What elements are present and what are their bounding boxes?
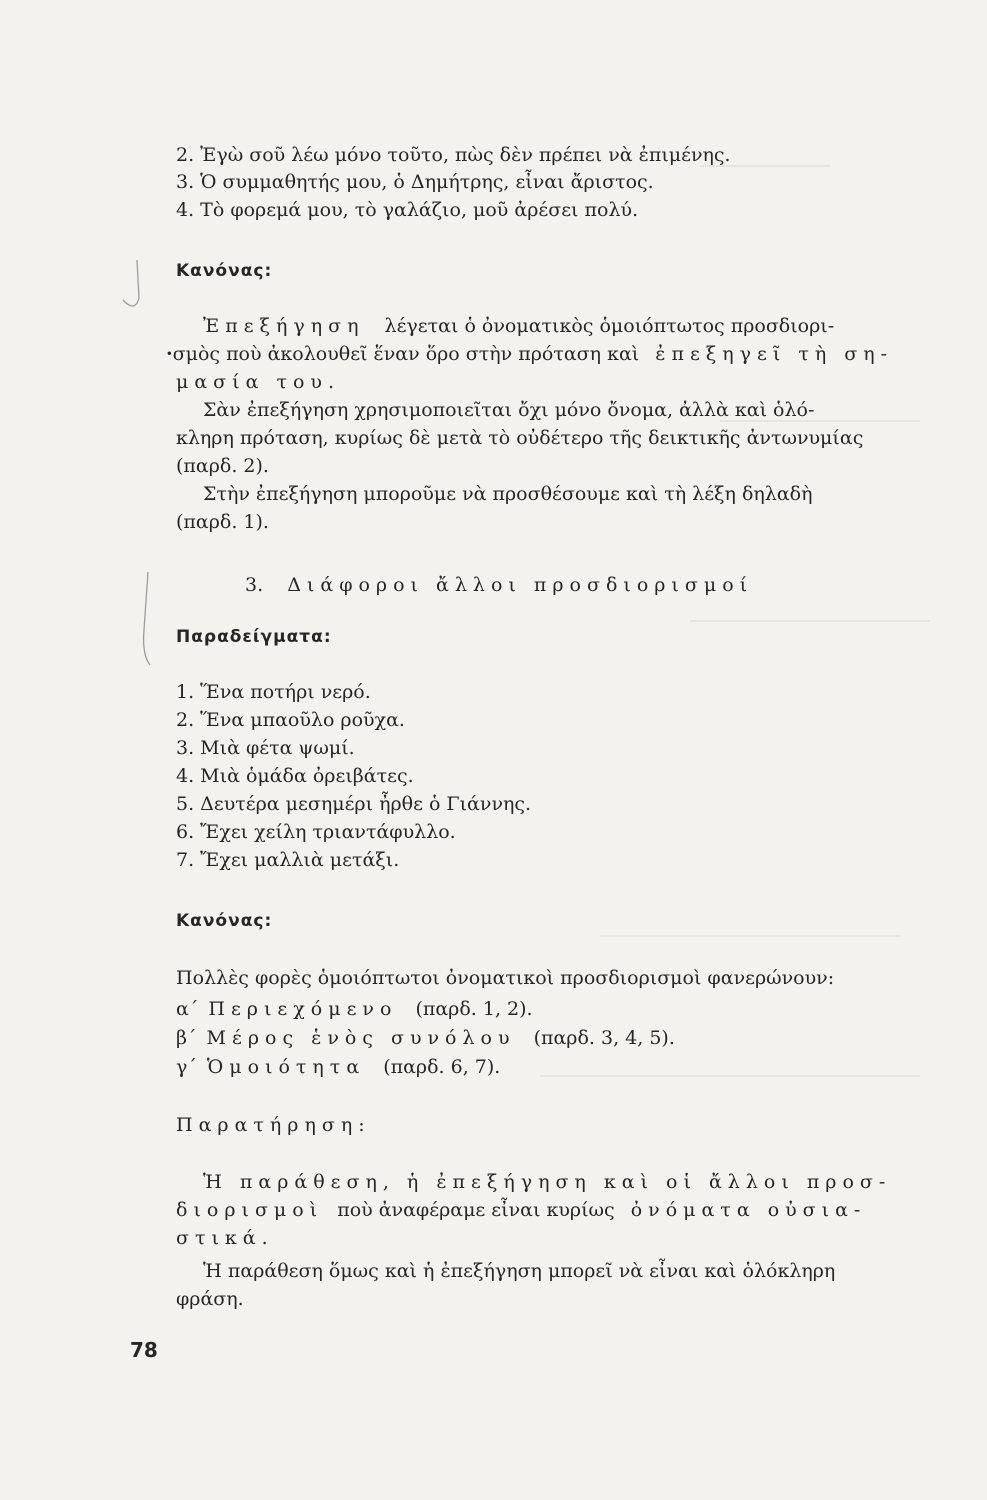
rule1-line5: κληρη πρόταση, κυρίως δὲ μετὰ τὸ οὐδέτερο τῆς δεικτικῆς ἀντωνυμίας [176, 427, 864, 449]
rule1-line4: Σὰν ἐπεξήγηση χρησιμοποιεῖται ὄχι μόνο ὄνομα, ἀλλὰ καὶ ὁλό- [203, 399, 815, 421]
term-epexigisi: Ἐπεξήγηση [203, 315, 365, 337]
rule1-line7: Στὴν ἐπεξήγηση μποροῦμε νὰ προσθέσουμε καὶ τὴ λέξη δηλαδὴ [203, 483, 813, 505]
item-term: Μέρος ἑνὸς συνόλου [206, 1027, 516, 1049]
item-label: α΄ [176, 998, 199, 1020]
term-onomata-ousiastika: ὀνόματα οὐσια- [630, 1199, 867, 1221]
hyphen-bullet: · [166, 343, 173, 365]
note-line3: στικά. [176, 1227, 274, 1249]
rule1-line2 [166, 342, 893, 366]
page-number: 78 [130, 1338, 158, 1362]
example-line-3: 3. Ὁ συμμαθητής μου, ὁ Δημήτρης, εἶναι ἄριστος. [176, 171, 654, 193]
example-item-3: 3. Μιὰ φέτα ψωμί. [176, 737, 355, 759]
example-item-4: 4. Μιὰ ὁμάδα ὀρειβάτες. [176, 765, 414, 787]
example-line-2: 2. Ἐγὼ σοῦ λέω μόνο τοῦτο, πὼς δὲν πρέπει νὰ ἐπιμένης. [176, 144, 731, 166]
pencil-mark [128, 570, 158, 670]
item-ref: (παρδ. 3, 4, 5). [533, 1027, 675, 1049]
rule-heading: Κανόνας: [176, 261, 273, 281]
rule1-line3: μασία του. [176, 371, 341, 393]
rule-heading: Κανόνας: [176, 911, 273, 931]
term-epexigei: ἐπεξηγεῖ τὴ ση- [655, 343, 894, 365]
note-line5: φράση. [176, 1288, 244, 1310]
note-line2-text: ποὺ ἀναφέραμε εἶναι κυρίως [337, 1199, 615, 1221]
rule1-line2-text: σμὸς ποὺ ἀκολουθεῖ ἕναν ὅρο στὴν πρόταση καὶ [172, 343, 640, 365]
note-line2 [176, 1198, 866, 1222]
rule1-line1-text: λέγεται ὁ ὀνοματικὸς ὁμοιόπτωτος προσδιορι- [384, 315, 835, 337]
example-line-4: 4. Τὸ φορεμά μου, τὸ γαλάζιο, μοῦ ἀρέσει πολύ. [176, 199, 639, 221]
example-item-6: 6. Ἔχει χείλη τριαντάφυλλο. [176, 821, 456, 843]
rule2-intro: Πολλὲς φορὲς ὁμοιόπτωτοι ὀνοματικοὶ προσδιορισμοὶ φανερώνουν: [176, 967, 835, 989]
rule1-line1 [203, 314, 834, 338]
pencil-mark [115, 258, 145, 318]
item-label: β΄ [176, 1027, 197, 1049]
rule2-item-a [176, 997, 533, 1021]
section-title [245, 573, 753, 597]
show-through-line [690, 620, 930, 622]
item-label: γ΄ [176, 1056, 197, 1078]
note-line4: Ἡ παράθεση ὅμως καὶ ἡ ἐπεξήγηση μπορεῖ νὰ εἶναι καὶ ὁλόκληρη [203, 1260, 836, 1282]
show-through-line [600, 935, 900, 937]
item-term: Περιεχόμενο [208, 998, 398, 1020]
rule1-line6: (παρδ. 2). [176, 455, 269, 477]
example-item-2: 2. Ἕνα μπαοῦλο ροῦχα. [176, 709, 405, 731]
example-item-1: 1. Ἕνα ποτήρι νερό. [176, 681, 371, 703]
section-title-text: Διάφοροι ἄλλοι προσδιορισμοί [287, 574, 754, 596]
examples-heading: Παραδείγματα: [176, 627, 332, 647]
item-ref: (παρδ. 6, 7). [383, 1056, 501, 1078]
note-heading: Παρατήρηση: [176, 1114, 371, 1136]
item-term: Ὁμοιότητα [206, 1056, 366, 1078]
note-line1: Ἡ παράθεση, ἡ ἐπεξήγηση καὶ οἱ ἄλλοι προσ- [203, 1171, 892, 1193]
term-prosdiorismoi: διορισμοὶ [176, 1199, 324, 1221]
item-ref: (παρδ. 1, 2). [415, 998, 533, 1020]
rule1-line8: (παρδ. 1). [176, 511, 269, 533]
example-item-5: 5. Δευτέρα μεσημέρι ἦρθε ὁ Γιάννης. [176, 793, 532, 815]
rule2-item-c [176, 1055, 500, 1079]
rule2-item-b [176, 1026, 675, 1050]
section-number: 3. [245, 574, 264, 596]
example-item-7: 7. Ἔχει μαλλιὰ μετάξι. [176, 849, 400, 871]
show-through-line [540, 1075, 920, 1077]
